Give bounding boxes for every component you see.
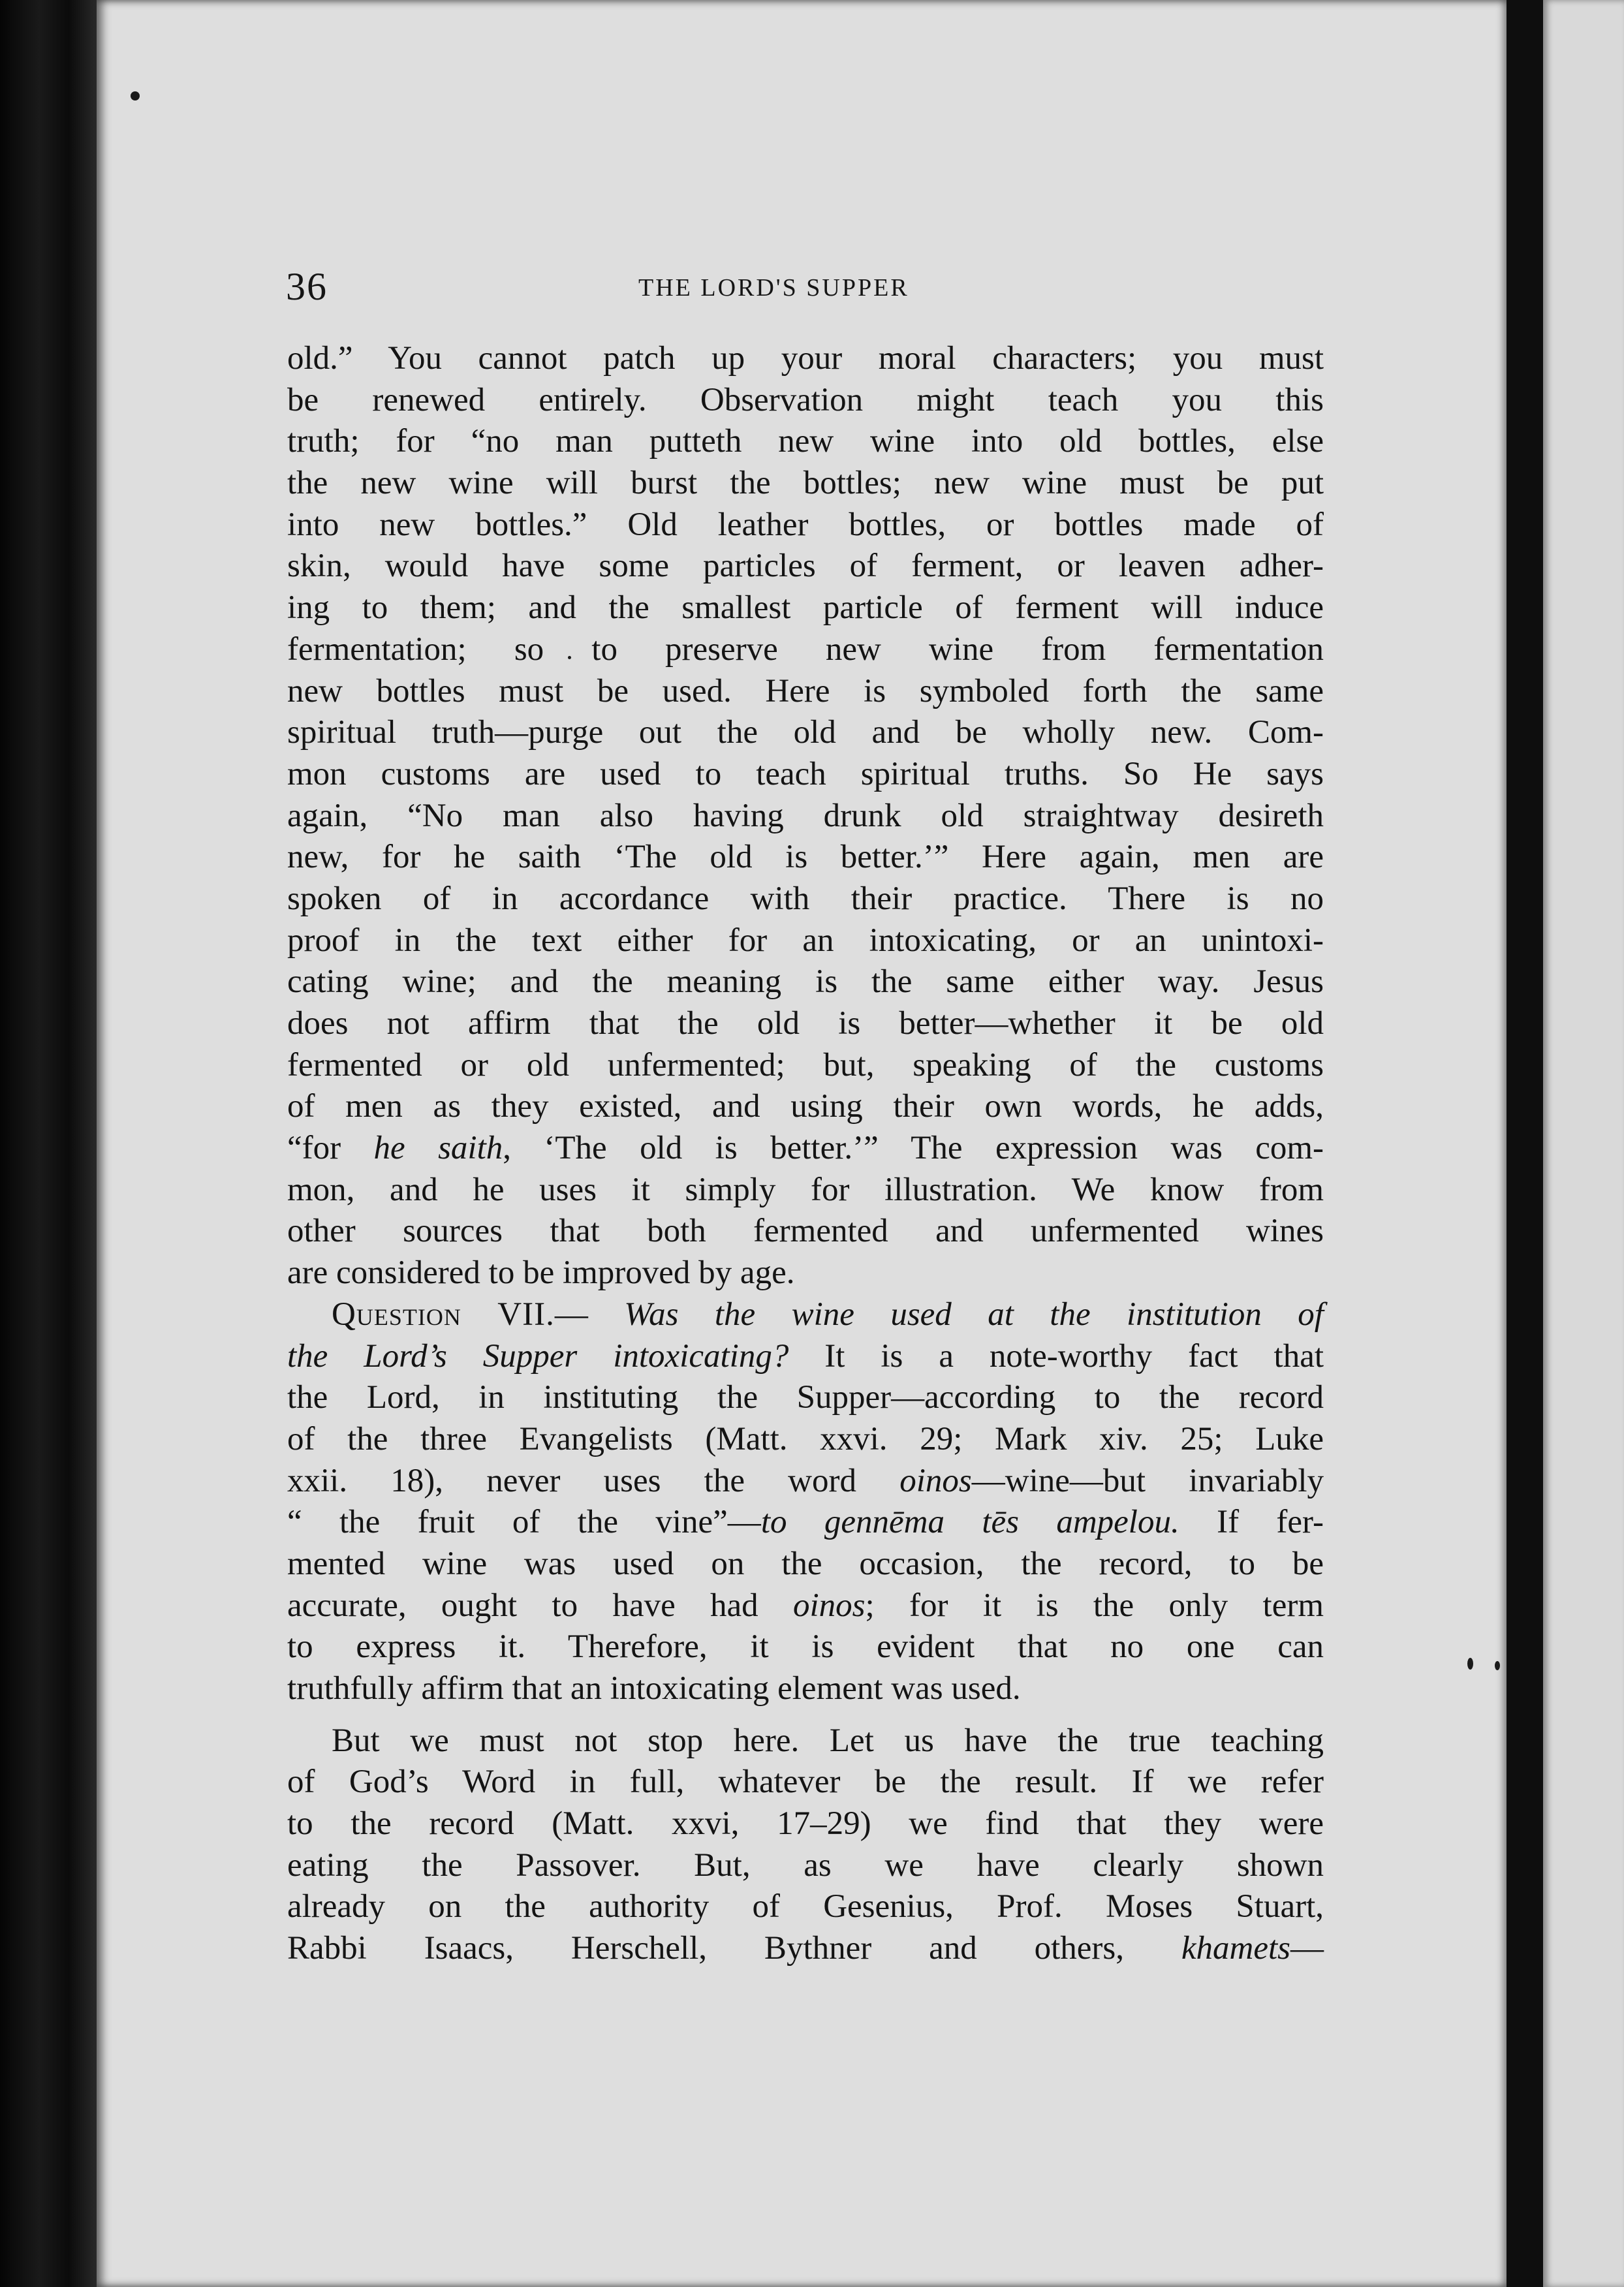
text-line: of the three Evangelists (Matt. xxvi. 29; Mark xiv. 25; Luke	[287, 1420, 1324, 1457]
text-run: “ the fruit of the vine”—	[287, 1504, 761, 1541]
text-line: proof in the text either for an intoxicating, or an unintoxi-	[287, 922, 1324, 959]
next-page-edge	[1543, 0, 1624, 2287]
book-gutter	[1507, 0, 1543, 2287]
text-line: old.” You cannot patch up your moral characters; you must	[287, 340, 1324, 377]
text-line: already on the authority of Gesenius, Prof. Moses Stuart,	[287, 1888, 1324, 1925]
text-line	[287, 1336, 1324, 1378]
text-line: does not affirm that the old is better—whether it be old	[287, 1005, 1324, 1042]
italic-run: Was the wine used at the institution of	[624, 1296, 1324, 1333]
text-line: spiritual truth—purge out the old and be wholly new. Com-	[287, 714, 1324, 751]
italic-run: to gennēma tēs ampelou.	[760, 1504, 1179, 1541]
text-line: But we must not stop here. Let us have the true teaching	[332, 1722, 1324, 1759]
text-line: truthfully affirm that an intoxicating element was used.	[287, 1670, 1021, 1707]
text-line: new, for he saith ‘The old is better.’” Here again, men are	[287, 839, 1324, 876]
text-line	[287, 1461, 1324, 1502]
text-run: “for	[287, 1130, 374, 1167]
running-head: THE LORD'S SUPPER	[638, 274, 909, 302]
text-line: into new bottles.” Old leather bottles, or bottles made of	[287, 506, 1324, 543]
text-line: mon customs are used to teach spiritual truths. So He says	[287, 755, 1324, 792]
text-line	[287, 1128, 1324, 1170]
italic-run: oinos	[793, 1587, 866, 1624]
text-run: —	[554, 1296, 625, 1333]
text-run: If fer-	[1179, 1504, 1324, 1541]
text-line: other sources that both fermented and unfermented wines	[287, 1213, 1324, 1250]
italic-run: khamets	[1181, 1930, 1290, 1967]
text-line: are considered to be improved by age.	[287, 1254, 795, 1292]
text-run: —wine—but invariably	[971, 1462, 1324, 1499]
italic-run: he saith	[373, 1130, 503, 1167]
text-line	[287, 1502, 1324, 1544]
text-line: the Lord, in instituting the Supper—according to the record	[287, 1379, 1324, 1416]
text-line: fermentation; so to preserve new wine from fermentation	[287, 630, 1324, 668]
text-line: new bottles must be used. Here is symboled forth the same	[287, 672, 1324, 709]
text-line: to the record (Matt. xxvi, 17–29) we find that they were	[287, 1805, 1324, 1843]
dust-speck	[1467, 1658, 1473, 1670]
text-line: cating wine; and the meaning is the same either way. Jesus	[287, 963, 1324, 1001]
text-line: of men as they existed, and using their own words, he adds,	[287, 1088, 1324, 1125]
text-line: of God’s Word in full, whatever be the result. If we refer	[287, 1764, 1324, 1801]
dust-speck	[1495, 1661, 1500, 1670]
book-left-edge	[0, 0, 98, 2287]
text-line: truth; for “no man putteth new wine into old bottles, else	[287, 423, 1324, 460]
text-line: ing to them; and the smallest particle of ferment will induce	[287, 589, 1324, 627]
body-text	[287, 338, 1324, 1970]
text-run: accurate, ought to have had	[287, 1587, 794, 1624]
text-run: xxii. 18), never uses the word	[287, 1462, 900, 1499]
text-line	[287, 1928, 1324, 1970]
text-run: —	[1290, 1930, 1324, 1967]
text-line: the new wine will burst the bottles; new wine must be put	[287, 465, 1324, 502]
page-header	[286, 264, 1330, 317]
dust-speck	[131, 91, 140, 101]
text-line: fermented or old unfermented; but, speaking of the customs	[287, 1046, 1324, 1083]
text-line: to express it. Therefore, it is evident that no one can	[287, 1628, 1324, 1666]
text-line: skin, would have some particles of ferment, or leaven adher-	[287, 548, 1324, 585]
text-run: ; for it is the only term	[865, 1587, 1324, 1624]
italic-run: the Lord’s Supper intoxicating?	[287, 1337, 789, 1375]
text-line	[287, 1585, 1324, 1627]
italic-run: oinos	[899, 1462, 972, 1499]
question-heading	[287, 1294, 1324, 1336]
question-label: Question VII.	[332, 1296, 555, 1333]
text-run: It is a note-worthy fact that	[789, 1337, 1324, 1375]
text-line: mon, and he uses it simply for illustration. We know from	[287, 1171, 1324, 1208]
text-run: Rabbi Isaacs, Herschell, Bythner and others,	[287, 1930, 1181, 1967]
paragraph-gap	[287, 1710, 1324, 1720]
text-line: eating the Passover. But, as we have clearly shown	[287, 1846, 1324, 1884]
text-line: mented wine was used on the occasion, the record, to be	[287, 1545, 1324, 1582]
page-number: 36	[286, 265, 328, 308]
text-line: again, “No man also having drunk old straightway desireth	[287, 797, 1324, 834]
text-line: spoken of in accordance with their practice. There is no	[287, 880, 1324, 917]
text-run: , ‘The old is better.’” The expression was com-	[503, 1130, 1324, 1167]
text-line: be renewed entirely. Observation might teach you this	[287, 381, 1324, 418]
